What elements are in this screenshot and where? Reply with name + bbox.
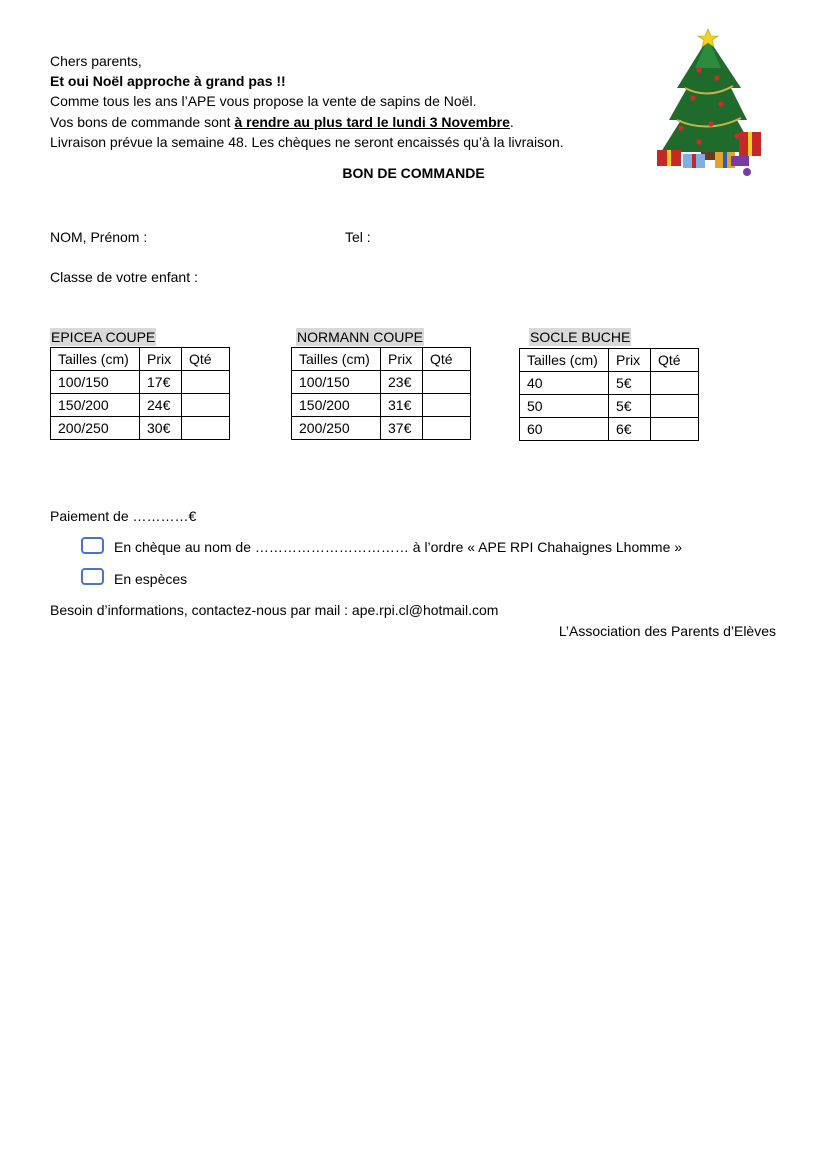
qty-cell[interactable] [182,394,230,417]
deadline-text: à rendre au plus tard le lundi 3 Novembre [234,114,510,130]
header-size: Tailles (cm) [51,348,140,371]
size-cell: 150/200 [292,394,381,417]
name-label: NOM, Prénom : [50,229,148,245]
price-cell: 24€ [140,394,182,417]
header-qty: Qté [423,348,471,371]
header-size: Tailles (cm) [520,349,609,372]
product-title: SOCLE BUCHE [530,329,631,345]
christmas-tree-icon [655,28,765,178]
table-row [51,394,230,417]
cheque-label: En chèque au nom de …………………………… à l’ordre « APE RPI Chahaignes Lhomme » [114,539,683,555]
table-header-row [292,348,471,371]
header-qty: Qté [182,348,230,371]
size-cell: 40 [520,372,609,395]
size-cell: 200/250 [292,417,381,440]
product-title: EPICEA COUPE [51,329,156,345]
qty-cell[interactable] [182,417,230,440]
price-cell: 17€ [140,371,182,394]
qty-cell[interactable] [651,372,699,395]
table-row [51,417,230,440]
price-cell: 37€ [381,417,423,440]
table-row [292,371,471,394]
table-row [520,395,699,418]
table-row [520,372,699,395]
size-cell: 100/150 [51,371,140,394]
product-title: NORMANN COUPE [297,329,424,345]
product-socle [519,328,699,441]
cash-label: En espèces [114,571,188,587]
price-cell: 5€ [609,372,651,395]
table-row [292,417,471,440]
qty-cell[interactable] [423,371,471,394]
price-cell: 31€ [381,394,423,417]
table-row [51,371,230,394]
qty-cell[interactable] [423,417,471,440]
intro-line-1: Comme tous les ans l’APE vous propose la vente de sapins de Noël. [50,93,477,109]
deadline-suffix: . [509,114,514,130]
size-cell: 60 [520,418,609,441]
header-price: Prix [381,348,423,371]
class-label: Classe de votre enfant : [50,269,198,285]
product-epicea [50,328,230,440]
price-cell: 6€ [609,418,651,441]
header-price: Prix [140,348,182,371]
table-row [292,394,471,417]
table-row [520,418,699,441]
qty-cell[interactable] [651,418,699,441]
form-title: BON DE COMMANDE [342,165,485,181]
size-cell: 50 [520,395,609,418]
size-cell: 150/200 [51,394,140,417]
greeting: Chers parents, [50,53,142,69]
header-qty: Qté [651,349,699,372]
header-price: Prix [609,349,651,372]
price-table [50,347,230,440]
tel-label: Tel : [345,229,371,245]
product-normann [291,328,471,440]
contact-line: Besoin d’informations, contactez-nous par mail : ape.rpi.cl@hotmail.com [50,602,499,618]
price-cell: 23€ [381,371,423,394]
table-header-row [51,348,230,371]
price-table [519,348,699,441]
qty-cell[interactable] [182,371,230,394]
size-cell: 100/150 [292,371,381,394]
deadline-prefix: Vos bons de commande sont [50,114,235,130]
price-table [291,347,471,440]
headline: Et oui Noël approche à grand pas !! [50,73,286,89]
size-cell: 200/250 [51,417,140,440]
signature: L’Association des Parents d’Elèves [558,623,776,639]
cheque-checkbox[interactable] [81,537,104,554]
qty-cell[interactable] [423,394,471,417]
price-cell: 30€ [140,417,182,440]
header-size: Tailles (cm) [292,348,381,371]
qty-cell[interactable] [651,395,699,418]
price-cell: 5€ [609,395,651,418]
payment-label: Paiement de …………€ [50,508,197,524]
cash-checkbox[interactable] [81,568,104,585]
table-header-row [520,349,699,372]
intro-line-3: Livraison prévue la semaine 48. Les chèques ne seront encaissés qu’à la livraison. [50,134,564,150]
intro-line-2 [50,112,514,132]
